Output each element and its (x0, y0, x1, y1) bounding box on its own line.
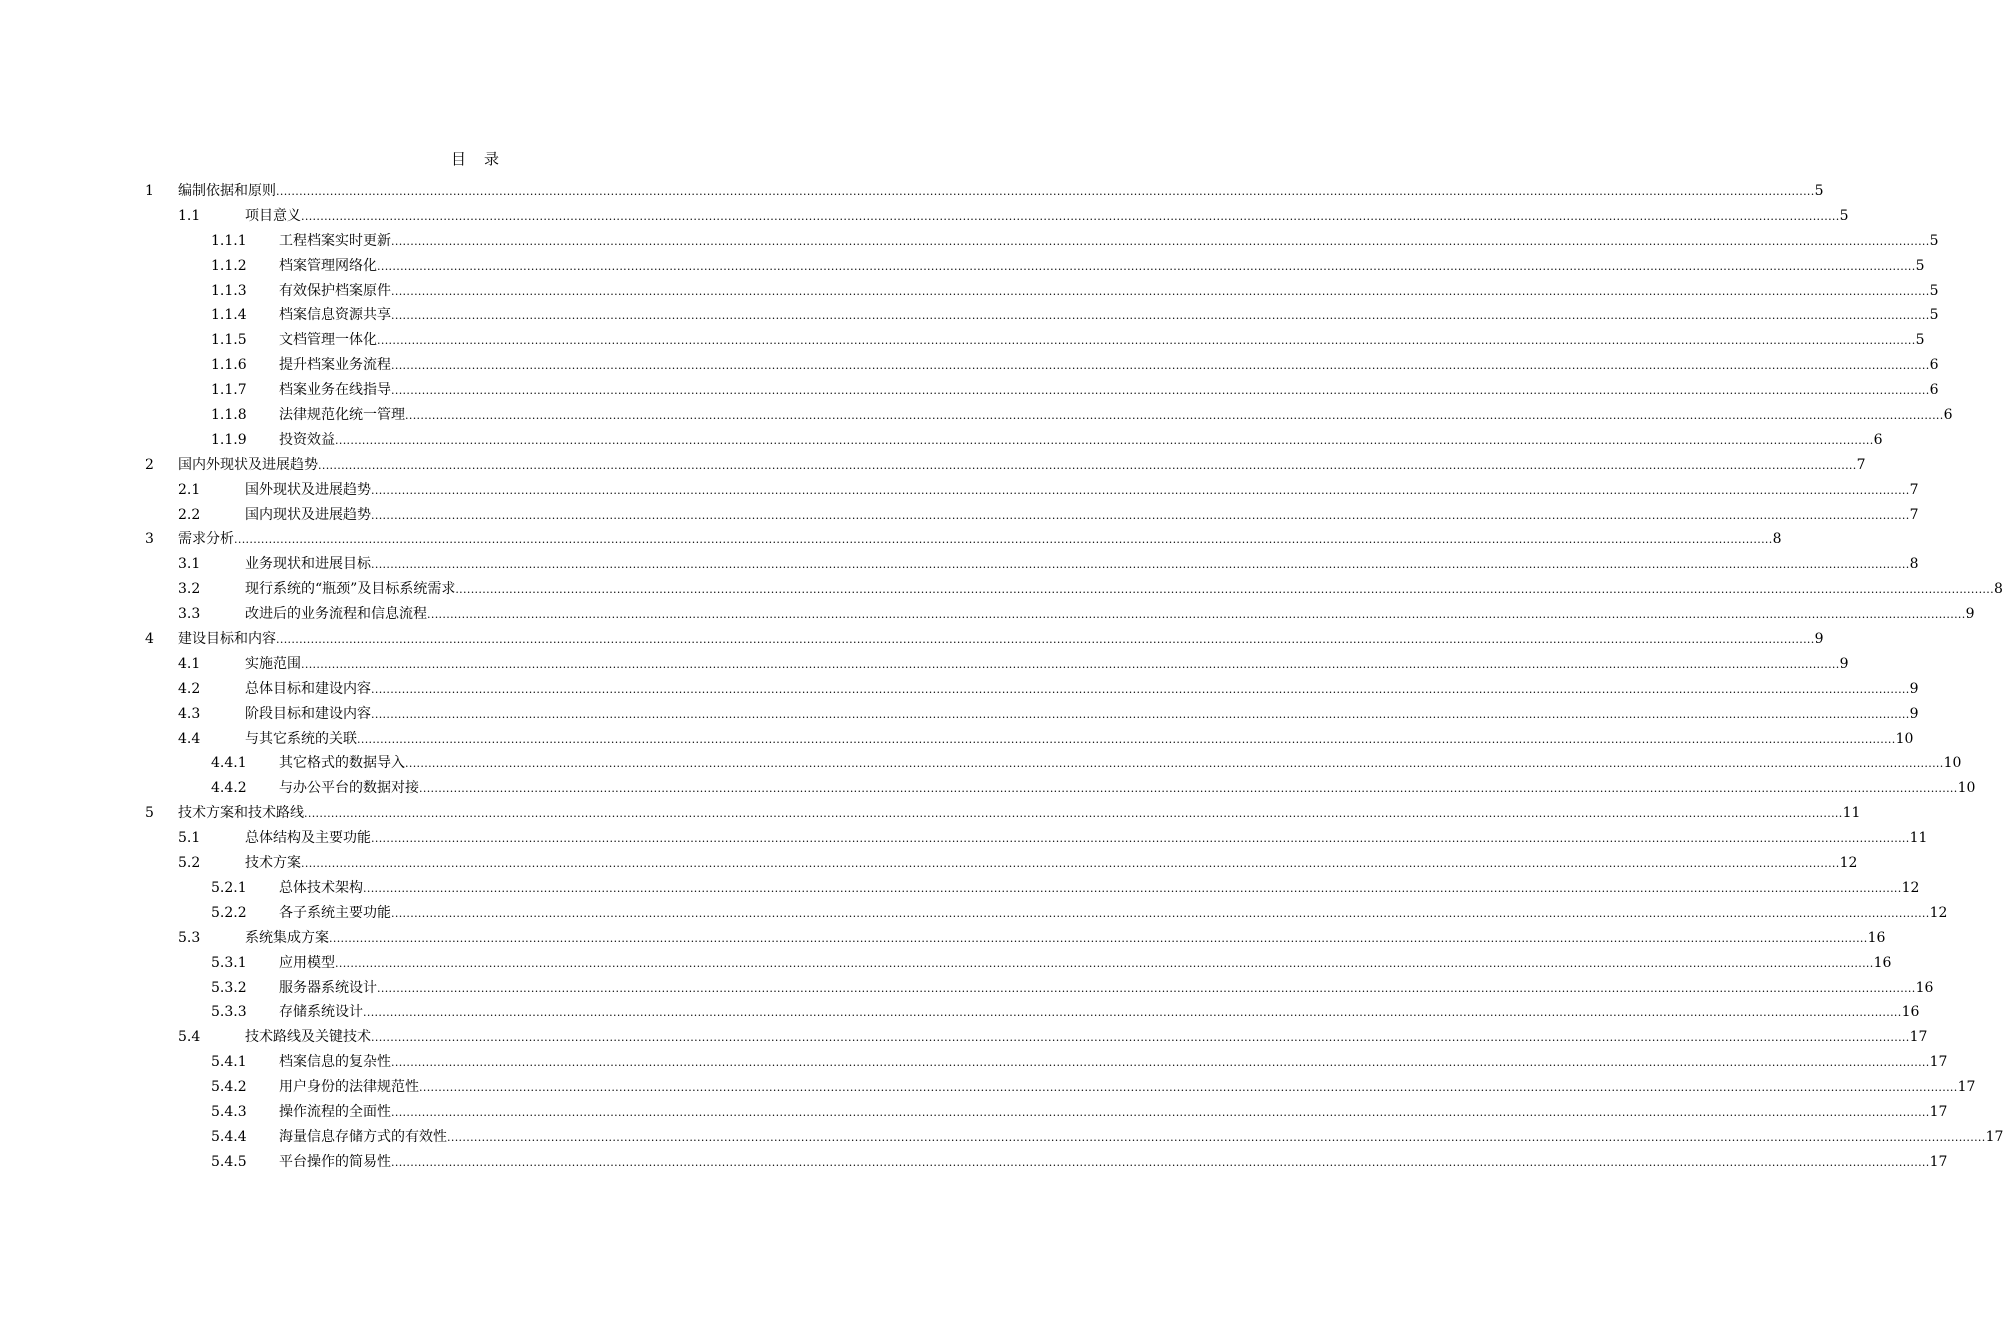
toc-list (0, 179, 2003, 1175)
toc-entry-line (279, 976, 1934, 1002)
dot-leader: ................................................................................................................................................................................................................................................................................................................................................................................................................ (318, 458, 1857, 472)
toc-entry[interactable] (0, 602, 1975, 627)
toc-entry-page-number: 16 (1873, 954, 1892, 971)
toc-entry-line (279, 776, 1976, 802)
toc-entry-title: 档案信息资源共享 (279, 307, 391, 324)
toc-entry-line (279, 1075, 1976, 1101)
toc-entry[interactable] (0, 527, 1782, 552)
dot-leader: ................................................................................................................................................................................................................................................................................................................................................................................................................ (391, 309, 1930, 323)
toc-entry-number: 5.3.2 (211, 979, 247, 996)
toc-entry-page-number: 5 (1929, 232, 1939, 249)
toc-entry[interactable] (0, 851, 1858, 876)
toc-entry-title: 系统集成方案 (245, 929, 329, 946)
toc-entry-line (245, 602, 1975, 628)
toc-entry-title: 改进后的业务流程和信息流程 (245, 606, 427, 623)
toc-entry[interactable] (0, 503, 1919, 528)
toc-entry-page-number: 11 (1909, 830, 1928, 847)
dot-leader: ................................................................................................................................................................................................................................................................................................................................................................................................................ (455, 583, 1994, 597)
toc-entry-number: 2 (145, 456, 154, 473)
toc-entry-number: 4.3 (178, 705, 201, 722)
toc-entry-title: 有效保护档案原件 (279, 282, 391, 299)
toc-entry-line (279, 876, 1920, 902)
toc-entry-title: 文档管理一体化 (279, 332, 377, 349)
toc-entry-page-number: 16 (1915, 979, 1934, 996)
toc-entry-line (279, 428, 1883, 454)
dot-leader: ................................................................................................................................................................................................................................................................................................................................................................................................................ (301, 857, 1840, 871)
toc-entry-page-number: 6 (1873, 431, 1883, 448)
toc-entry-line (245, 652, 1849, 678)
toc-entry[interactable] (0, 403, 1953, 428)
toc-entry-page-number: 10 (1957, 780, 1976, 797)
dot-leader: ................................................................................................................................................................................................................................................................................................................................................................................................................ (391, 1056, 1930, 1070)
toc-entry-title: 法律规范化统一管理 (279, 407, 405, 424)
toc-entry[interactable] (0, 652, 1849, 677)
toc-entry-line (245, 826, 1928, 852)
dot-leader: ................................................................................................................................................................................................................................................................................................................................................................................................................ (234, 533, 1773, 547)
toc-entry-title: 档案业务在线指导 (279, 382, 391, 399)
toc-entry-page-number: 9 (1965, 606, 1975, 623)
toc-entry-number: 5.4.2 (211, 1079, 247, 1096)
toc-entry-title: 技术方案 (245, 855, 301, 872)
toc-entry-number: 5.2.1 (211, 879, 247, 896)
dot-leader: ................................................................................................................................................................................................................................................................................................................................................................................................................ (363, 881, 1902, 895)
toc-entry-page-number: 12 (1839, 855, 1858, 872)
toc-entry-page-number: 7 (1909, 481, 1919, 498)
toc-entry-line (245, 478, 1919, 504)
toc-entry-number: 2.1 (178, 481, 201, 498)
toc-entry[interactable] (0, 926, 1886, 951)
toc-entry-number: 4.4.1 (211, 755, 247, 772)
dot-leader: ................................................................................................................................................................................................................................................................................................................................................................................................................ (391, 1105, 1930, 1119)
toc-entry[interactable] (0, 1025, 1928, 1050)
toc-entry-line (279, 1050, 1948, 1076)
toc-entry-line (245, 926, 1886, 952)
dot-leader: ................................................................................................................................................................................................................................................................................................................................................................................................................ (371, 558, 1910, 572)
dot-leader: ................................................................................................................................................................................................................................................................................................................................................................................................................ (329, 931, 1868, 945)
toc-entry-number: 3.1 (178, 556, 201, 573)
toc-entry-line (279, 353, 1939, 379)
toc-entry-number: 5.3 (178, 929, 201, 946)
toc-entry-number: 1.1.6 (211, 357, 247, 374)
toc-entry-page-number: 16 (1901, 1004, 1920, 1021)
toc-entry-page-number: 16 (1867, 929, 1886, 946)
toc-entry-title: 业务现状和进展目标 (245, 556, 371, 573)
toc-entry-line (279, 254, 1925, 280)
toc-entry-number: 4.2 (178, 680, 201, 697)
toc-entry-title: 建设目标和内容 (178, 631, 276, 648)
toc-entry-title: 投资效益 (279, 431, 335, 448)
toc-entry[interactable] (0, 751, 1962, 776)
toc-entry-title: 需求分析 (178, 531, 234, 548)
toc-entry-title: 技术方案和技术路线 (178, 805, 304, 822)
toc-entry-line (279, 279, 1939, 305)
dot-leader: ................................................................................................................................................................................................................................................................................................................................................................................................................ (447, 1130, 1986, 1144)
toc-entry-page-number: 9 (1814, 631, 1824, 648)
dot-leader: ................................................................................................................................................................................................................................................................................................................................................................................................................ (405, 757, 1944, 771)
toc-entry-line (279, 1000, 1920, 1026)
toc-entry-line (245, 552, 1919, 578)
toc-entry-title: 档案管理网络化 (279, 257, 377, 274)
toc-entry-number: 1.1.5 (211, 332, 247, 349)
dot-leader: ................................................................................................................................................................................................................................................................................................................................................................................................................ (391, 284, 1930, 298)
toc-entry-number: 1.1.1 (211, 232, 247, 249)
toc-entry-page-number: 6 (1929, 382, 1939, 399)
toc-entry-number: 1.1 (178, 207, 201, 224)
toc-entry-line (245, 851, 1858, 877)
toc-entry-page-number: 9 (1839, 655, 1849, 672)
dot-leader: ................................................................................................................................................................................................................................................................................................................................................................................................................ (276, 633, 1815, 647)
toc-entry[interactable] (0, 378, 1939, 403)
toc-entry-number: 1 (145, 183, 154, 199)
dot-leader: ................................................................................................................................................................................................................................................................................................................................................................................................................ (377, 259, 1916, 273)
toc-entry-number: 1.1.9 (211, 431, 247, 448)
toc-entry[interactable] (0, 1150, 1948, 1175)
dot-leader: ................................................................................................................................................................................................................................................................................................................................................................................................................ (419, 782, 1958, 796)
toc-entry-page-number: 17 (1929, 1054, 1948, 1071)
toc-entry-number: 4 (145, 631, 154, 648)
toc-entry-page-number: 7 (1856, 456, 1866, 473)
toc-entry-number: 5.3.3 (211, 1004, 247, 1021)
toc-entry-number: 5.4.3 (211, 1103, 247, 1120)
toc-entry-title: 国内现状及进展趋势 (245, 506, 371, 523)
toc-entry[interactable] (0, 776, 1976, 801)
toc-entry-title: 编制依据和原则 (178, 183, 276, 199)
toc-entry-title: 存储系统设计 (279, 1004, 363, 1021)
toc-entry[interactable] (0, 702, 1919, 727)
toc-entry-title: 提升档案业务流程 (279, 357, 391, 374)
toc-entry[interactable] (0, 279, 1939, 304)
dot-leader: ................................................................................................................................................................................................................................................................................................................................................................................................................ (276, 185, 1815, 198)
dot-leader: ................................................................................................................................................................................................................................................................................................................................................................................................................ (391, 359, 1930, 373)
toc-entry-number: 3 (145, 531, 154, 548)
dot-leader: ................................................................................................................................................................................................................................................................................................................................................................................................................ (377, 334, 1916, 348)
toc-entry-line (245, 677, 1919, 703)
toc-entry-page-number: 6 (1929, 357, 1939, 374)
toc-entry-number: 1.1.8 (211, 407, 247, 424)
toc-entry-title: 总体目标和建设内容 (245, 680, 371, 697)
toc-entry[interactable] (0, 627, 1824, 652)
toc-entry-title: 现行系统的“瓶颈”及目标系统需求 (245, 581, 456, 598)
toc-entry-title: 各子系统主要功能 (279, 904, 391, 921)
toc-entry-line (279, 1125, 2003, 1151)
toc-entry-page-number: 8 (1772, 531, 1782, 548)
dot-leader: ................................................................................................................................................................................................................................................................................................................................................................................................................ (357, 732, 1896, 746)
toc-entry-title: 海量信息存储方式的有效性 (279, 1128, 447, 1145)
toc-entry[interactable] (0, 1125, 2003, 1150)
dot-leader: ................................................................................................................................................................................................................................................................................................................................................................................................................ (335, 433, 1874, 447)
toc-entry-number: 1.1.3 (211, 282, 247, 299)
toc-entry-title: 应用模型 (279, 954, 335, 971)
toc-entry-page-number: 8 (1993, 581, 2003, 598)
dot-leader: ................................................................................................................................................................................................................................................................................................................................................................................................................ (405, 409, 1944, 423)
toc-entry-page-number: 5 (1915, 332, 1925, 349)
toc-entry-title: 实施范围 (245, 655, 301, 672)
toc-entry-line (178, 801, 1861, 827)
toc-entry-page-number: 17 (1929, 1103, 1948, 1120)
dot-leader: ................................................................................................................................................................................................................................................................................................................................................................................................................ (391, 234, 1930, 248)
toc-entry[interactable] (0, 453, 1866, 478)
toc-entry-number: 1.1.2 (211, 257, 247, 274)
toc-entry-page-number: 5 (1915, 257, 1925, 274)
dot-leader: ................................................................................................................................................................................................................................................................................................................................................................................................................ (391, 1155, 1930, 1169)
toc-entry-line (279, 1150, 1948, 1176)
toc-entry-number: 5.4.1 (211, 1054, 247, 1071)
toc-entry-number: 4.1 (178, 655, 201, 672)
toc-entry[interactable] (0, 677, 1919, 702)
toc-entry-title: 总体技术架构 (279, 879, 363, 896)
toc-entry-line (245, 702, 1919, 728)
dot-leader: ................................................................................................................................................................................................................................................................................................................................................................................................................ (304, 807, 1843, 821)
toc-entry-number: 5.2 (178, 855, 201, 872)
toc-entry-title: 用户身份的法律规范性 (279, 1079, 419, 1096)
toc-heading-left: 目 (450, 150, 466, 168)
toc-entry[interactable] (0, 303, 1939, 328)
toc-entry-number: 5.2.2 (211, 904, 247, 921)
toc-entry[interactable] (0, 552, 1919, 577)
toc-entry-number: 1.1.7 (211, 382, 247, 399)
toc-entry[interactable] (0, 577, 2003, 602)
toc-entry-title: 操作流程的全面性 (279, 1103, 391, 1120)
toc-entry-line (245, 577, 2003, 603)
dot-leader: ................................................................................................................................................................................................................................................................................................................................................................................................................ (377, 981, 1916, 995)
toc-entry[interactable] (0, 328, 1925, 353)
dot-leader: ................................................................................................................................................................................................................................................................................................................................................................................................................ (335, 956, 1874, 970)
toc-heading-right: 录 (484, 150, 500, 168)
toc-entry[interactable] (0, 353, 1939, 378)
toc-entry-page-number: 9 (1909, 680, 1919, 697)
toc-entry-number: 3.2 (178, 581, 201, 598)
toc-entry[interactable] (0, 876, 1920, 901)
dot-leader: ................................................................................................................................................................................................................................................................................................................................................................................................................ (371, 832, 1910, 846)
toc-entry-number: 5.1 (178, 830, 201, 847)
toc-entry-page-number: 10 (1895, 730, 1914, 747)
toc-entry[interactable] (0, 478, 1919, 503)
toc-heading (0, 148, 950, 169)
toc-entry-page-number: 6 (1943, 407, 1953, 424)
toc-entry-line (279, 378, 1939, 404)
toc-entry-number: 5.3.1 (211, 954, 247, 971)
toc-entry[interactable] (0, 951, 1892, 976)
toc-entry[interactable] (0, 1100, 1948, 1125)
toc-entry-page-number: 12 (1929, 904, 1948, 921)
toc-entry-line (245, 204, 1849, 230)
toc-entry-number: 5 (145, 805, 154, 822)
toc-entry-page-number: 17 (1985, 1128, 2003, 1145)
toc-entry-line (279, 951, 1892, 977)
dot-leader: ................................................................................................................................................................................................................................................................................................................................................................................................................ (371, 707, 1910, 721)
dot-leader: ................................................................................................................................................................................................................................................................................................................................................................................................................ (301, 657, 1840, 671)
toc-entry-page-number: 10 (1943, 755, 1962, 772)
toc-entry-page-number: 7 (1909, 506, 1919, 523)
toc-entry-title: 技术路线及关键技术 (245, 1029, 371, 1046)
toc-entry-line (279, 751, 1962, 777)
toc-entry-line (245, 727, 1914, 753)
toc-entry-page-number: 8 (1909, 556, 1919, 573)
toc-entry-line (279, 1100, 1948, 1126)
toc-entry-line (279, 303, 1939, 329)
toc-entry[interactable] (0, 1000, 1920, 1025)
toc-entry[interactable] (0, 727, 1914, 752)
toc-entry-page-number: 5 (1929, 307, 1939, 324)
toc-entry[interactable] (0, 179, 1824, 204)
toc-entry-title: 档案信息的复杂性 (279, 1054, 391, 1071)
toc-entry[interactable] (0, 1050, 1948, 1075)
dot-leader: ................................................................................................................................................................................................................................................................................................................................................................................................................ (419, 1081, 1958, 1095)
toc-entry-page-number: 5 (1814, 183, 1824, 199)
toc-entry-line (279, 403, 1953, 429)
toc-entry-title: 服务器系统设计 (279, 979, 377, 996)
toc-entry[interactable] (0, 229, 1939, 254)
toc-entry-page-number: 5 (1839, 207, 1849, 224)
dot-leader: ................................................................................................................................................................................................................................................................................................................................................................................................................ (371, 1031, 1910, 1045)
toc-entry-line (178, 627, 1824, 653)
toc-entry[interactable] (0, 801, 1861, 826)
dot-leader: ................................................................................................................................................................................................................................................................................................................................................................................................................ (391, 384, 1930, 398)
toc-entry-page-number: 17 (1909, 1029, 1928, 1046)
toc-entry-line (245, 1025, 1928, 1051)
toc-entry-number: 3.3 (178, 606, 201, 623)
toc-entry[interactable] (0, 826, 1928, 851)
dot-leader: ................................................................................................................................................................................................................................................................................................................................................................................................................ (391, 906, 1930, 920)
toc-entry-number: 4.4 (178, 730, 201, 747)
toc-entry-number: 4.4.2 (211, 780, 247, 797)
toc-entry-title: 总体结构及主要功能 (245, 830, 371, 847)
toc-entry-number: 2.2 (178, 506, 201, 523)
dot-leader: ................................................................................................................................................................................................................................................................................................................................................................................................................ (427, 608, 1966, 622)
toc-entry-title: 国外现状及进展趋势 (245, 481, 371, 498)
toc-entry[interactable] (0, 428, 1883, 453)
toc-entry-line (279, 901, 1948, 927)
toc-entry-page-number: 5 (1929, 282, 1939, 299)
toc-entry[interactable] (0, 976, 1934, 1001)
dot-leader: ................................................................................................................................................................................................................................................................................................................................................................................................................ (371, 682, 1910, 696)
toc-entry-page-number: 11 (1842, 805, 1861, 822)
toc-entry-page-number: 17 (1929, 1153, 1948, 1170)
toc-entry-title: 工程档案实时更新 (279, 232, 391, 249)
toc-entry-line (178, 527, 1782, 553)
toc-entry-title: 与其它系统的关联 (245, 730, 357, 747)
toc-entry-page-number: 12 (1901, 879, 1920, 896)
toc-entry-title: 其它格式的数据导入 (279, 755, 405, 772)
toc-entry-title: 阶段目标和建设内容 (245, 705, 371, 722)
dot-leader: ................................................................................................................................................................................................................................................................................................................................................................................................................ (301, 209, 1840, 223)
toc-entry-line (279, 328, 1925, 354)
toc-entry-page-number: 17 (1957, 1079, 1976, 1096)
toc-entry[interactable] (0, 254, 1925, 279)
toc-entry-number: 5.4.5 (211, 1153, 247, 1170)
toc-entry-number: 5.4 (178, 1029, 201, 1046)
toc-entry-number: 5.4.4 (211, 1128, 247, 1145)
toc-entry-page-number: 9 (1909, 705, 1919, 722)
toc-entry[interactable] (0, 204, 1849, 229)
dot-leader: ................................................................................................................................................................................................................................................................................................................................................................................................................ (363, 1006, 1902, 1020)
toc-entry[interactable] (0, 1075, 1976, 1100)
toc-entry-line (178, 453, 1866, 479)
toc-entry-number: 1.1.4 (211, 307, 247, 324)
dot-leader: ................................................................................................................................................................................................................................................................................................................................................................................................................ (371, 508, 1910, 522)
dot-leader: ................................................................................................................................................................................................................................................................................................................................................................................................................ (371, 483, 1910, 497)
toc-entry-line (279, 229, 1939, 255)
toc-entry-line (245, 503, 1919, 529)
toc-entry[interactable] (0, 901, 1948, 926)
toc-entry-title: 与办公平台的数据对接 (279, 780, 419, 797)
toc-entry-line (178, 179, 1824, 205)
toc-entry-title: 国内外现状及进展趋势 (178, 456, 318, 473)
toc-entry-title: 项目意义 (245, 207, 301, 224)
toc-entry-title: 平台操作的简易性 (279, 1153, 391, 1170)
